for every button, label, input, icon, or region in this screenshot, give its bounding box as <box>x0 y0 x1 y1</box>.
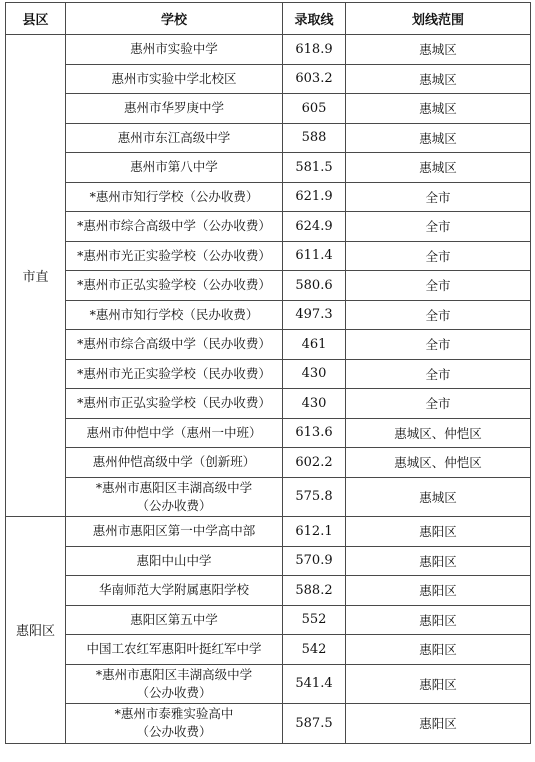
score-cell: 542 <box>283 635 346 665</box>
table-row <box>6 605 531 635</box>
score-cell: 621.9 <box>283 182 346 212</box>
range-cell: 惠城区、仲恺区 <box>346 448 531 478</box>
school-cell: *惠州市惠阳区丰湖高级中学 （公办收费） <box>66 664 283 704</box>
school-cell: *惠州市泰雅实验高中 （公办收费） <box>66 704 283 744</box>
score-cell: 570.9 <box>283 546 346 576</box>
table-row <box>6 212 531 242</box>
score-cell: 603.2 <box>283 64 346 94</box>
table-row <box>6 664 531 704</box>
header-range: 划线范围 <box>346 3 531 35</box>
school-cell: *惠州市惠阳区丰湖高级中学 （公办收费） <box>66 477 283 517</box>
range-cell: 惠城区 <box>346 477 531 517</box>
school-cell: *惠州市光正实验学校（公办收费） <box>66 241 283 271</box>
score-cell: 430 <box>283 389 346 419</box>
school-cell: *惠州市光正实验学校（民办收费） <box>66 359 283 389</box>
score-cell: 430 <box>283 359 346 389</box>
table-row <box>6 330 531 360</box>
range-cell: 惠阳区 <box>346 576 531 606</box>
score-cell: 611.4 <box>283 241 346 271</box>
table-row <box>6 576 531 606</box>
table-body <box>6 35 531 744</box>
range-cell: 惠阳区 <box>346 517 531 547</box>
school-cell: 惠州仲恺高级中学（创新班） <box>66 448 283 478</box>
table-header-row <box>6 3 531 35</box>
admission-score-table <box>5 2 531 744</box>
school-cell: *惠州市综合高级中学（公办收费） <box>66 212 283 242</box>
table-row <box>6 546 531 576</box>
school-cell: 惠州市仲恺中学（惠州一中班） <box>66 418 283 448</box>
school-cell: 惠州市惠阳区第一中学高中部 <box>66 517 283 547</box>
table-row <box>6 300 531 330</box>
range-cell: 惠阳区 <box>346 664 531 704</box>
table-row <box>6 448 531 478</box>
table-row <box>6 153 531 183</box>
score-cell: 605 <box>283 94 346 124</box>
table-row <box>6 241 531 271</box>
range-cell: 惠城区 <box>346 35 531 65</box>
header-county: 县区 <box>6 3 66 35</box>
school-cell: 惠州市东江高级中学 <box>66 123 283 153</box>
score-cell: 461 <box>283 330 346 360</box>
table-row <box>6 94 531 124</box>
header-school: 学校 <box>66 3 283 35</box>
school-cell: *惠州市知行学校（民办收费） <box>66 300 283 330</box>
county-cell: 市直 <box>6 35 66 517</box>
score-cell: 580.6 <box>283 271 346 301</box>
table-row <box>6 123 531 153</box>
table-row <box>6 359 531 389</box>
range-cell: 惠阳区 <box>346 635 531 665</box>
score-cell: 581.5 <box>283 153 346 183</box>
score-cell: 552 <box>283 605 346 635</box>
school-cell: 华南师范大学附属惠阳学校 <box>66 576 283 606</box>
table-row <box>6 35 531 65</box>
score-cell: 575.8 <box>283 477 346 517</box>
county-cell: 惠阳区 <box>6 517 66 744</box>
score-cell: 588.2 <box>283 576 346 606</box>
table-row <box>6 389 531 419</box>
range-cell: 惠阳区 <box>346 605 531 635</box>
score-cell: 602.2 <box>283 448 346 478</box>
school-cell: *惠州市知行学校（公办收费） <box>66 182 283 212</box>
range-cell: 全市 <box>346 182 531 212</box>
table-row <box>6 517 531 547</box>
table-row <box>6 271 531 301</box>
header-score: 录取线 <box>283 3 346 35</box>
score-cell: 613.6 <box>283 418 346 448</box>
range-cell: 全市 <box>346 330 531 360</box>
score-cell: 497.3 <box>283 300 346 330</box>
score-cell: 588 <box>283 123 346 153</box>
school-cell: *惠州市正弘实验学校（民办收费） <box>66 389 283 419</box>
range-cell: 惠城区 <box>346 64 531 94</box>
table-row <box>6 477 531 517</box>
school-cell: 惠州市华罗庚中学 <box>66 94 283 124</box>
range-cell: 惠阳区 <box>346 546 531 576</box>
range-cell: 惠阳区 <box>346 704 531 744</box>
score-cell: 612.1 <box>283 517 346 547</box>
school-cell: *惠州市综合高级中学（民办收费） <box>66 330 283 360</box>
school-cell: 惠阳区第五中学 <box>66 605 283 635</box>
school-cell: 中国工农红军惠阳叶挺红军中学 <box>66 635 283 665</box>
table-row <box>6 182 531 212</box>
range-cell: 惠城区 <box>346 123 531 153</box>
school-cell: 惠阳中山中学 <box>66 546 283 576</box>
range-cell: 全市 <box>346 389 531 419</box>
range-cell: 惠城区 <box>346 94 531 124</box>
score-cell: 624.9 <box>283 212 346 242</box>
table-row <box>6 418 531 448</box>
range-cell: 全市 <box>346 241 531 271</box>
school-cell: 惠州市第八中学 <box>66 153 283 183</box>
school-cell: 惠州市实验中学 <box>66 35 283 65</box>
score-cell: 618.9 <box>283 35 346 65</box>
school-cell: *惠州市正弘实验学校（公办收费） <box>66 271 283 301</box>
score-cell: 541.4 <box>283 664 346 704</box>
table-row <box>6 635 531 665</box>
range-cell: 惠城区、仲恺区 <box>346 418 531 448</box>
school-cell: 惠州市实验中学北校区 <box>66 64 283 94</box>
range-cell: 全市 <box>346 212 531 242</box>
table-row <box>6 704 531 744</box>
range-cell: 惠城区 <box>346 153 531 183</box>
range-cell: 全市 <box>346 359 531 389</box>
table-row <box>6 64 531 94</box>
range-cell: 全市 <box>346 271 531 301</box>
range-cell: 全市 <box>346 300 531 330</box>
score-cell: 587.5 <box>283 704 346 744</box>
